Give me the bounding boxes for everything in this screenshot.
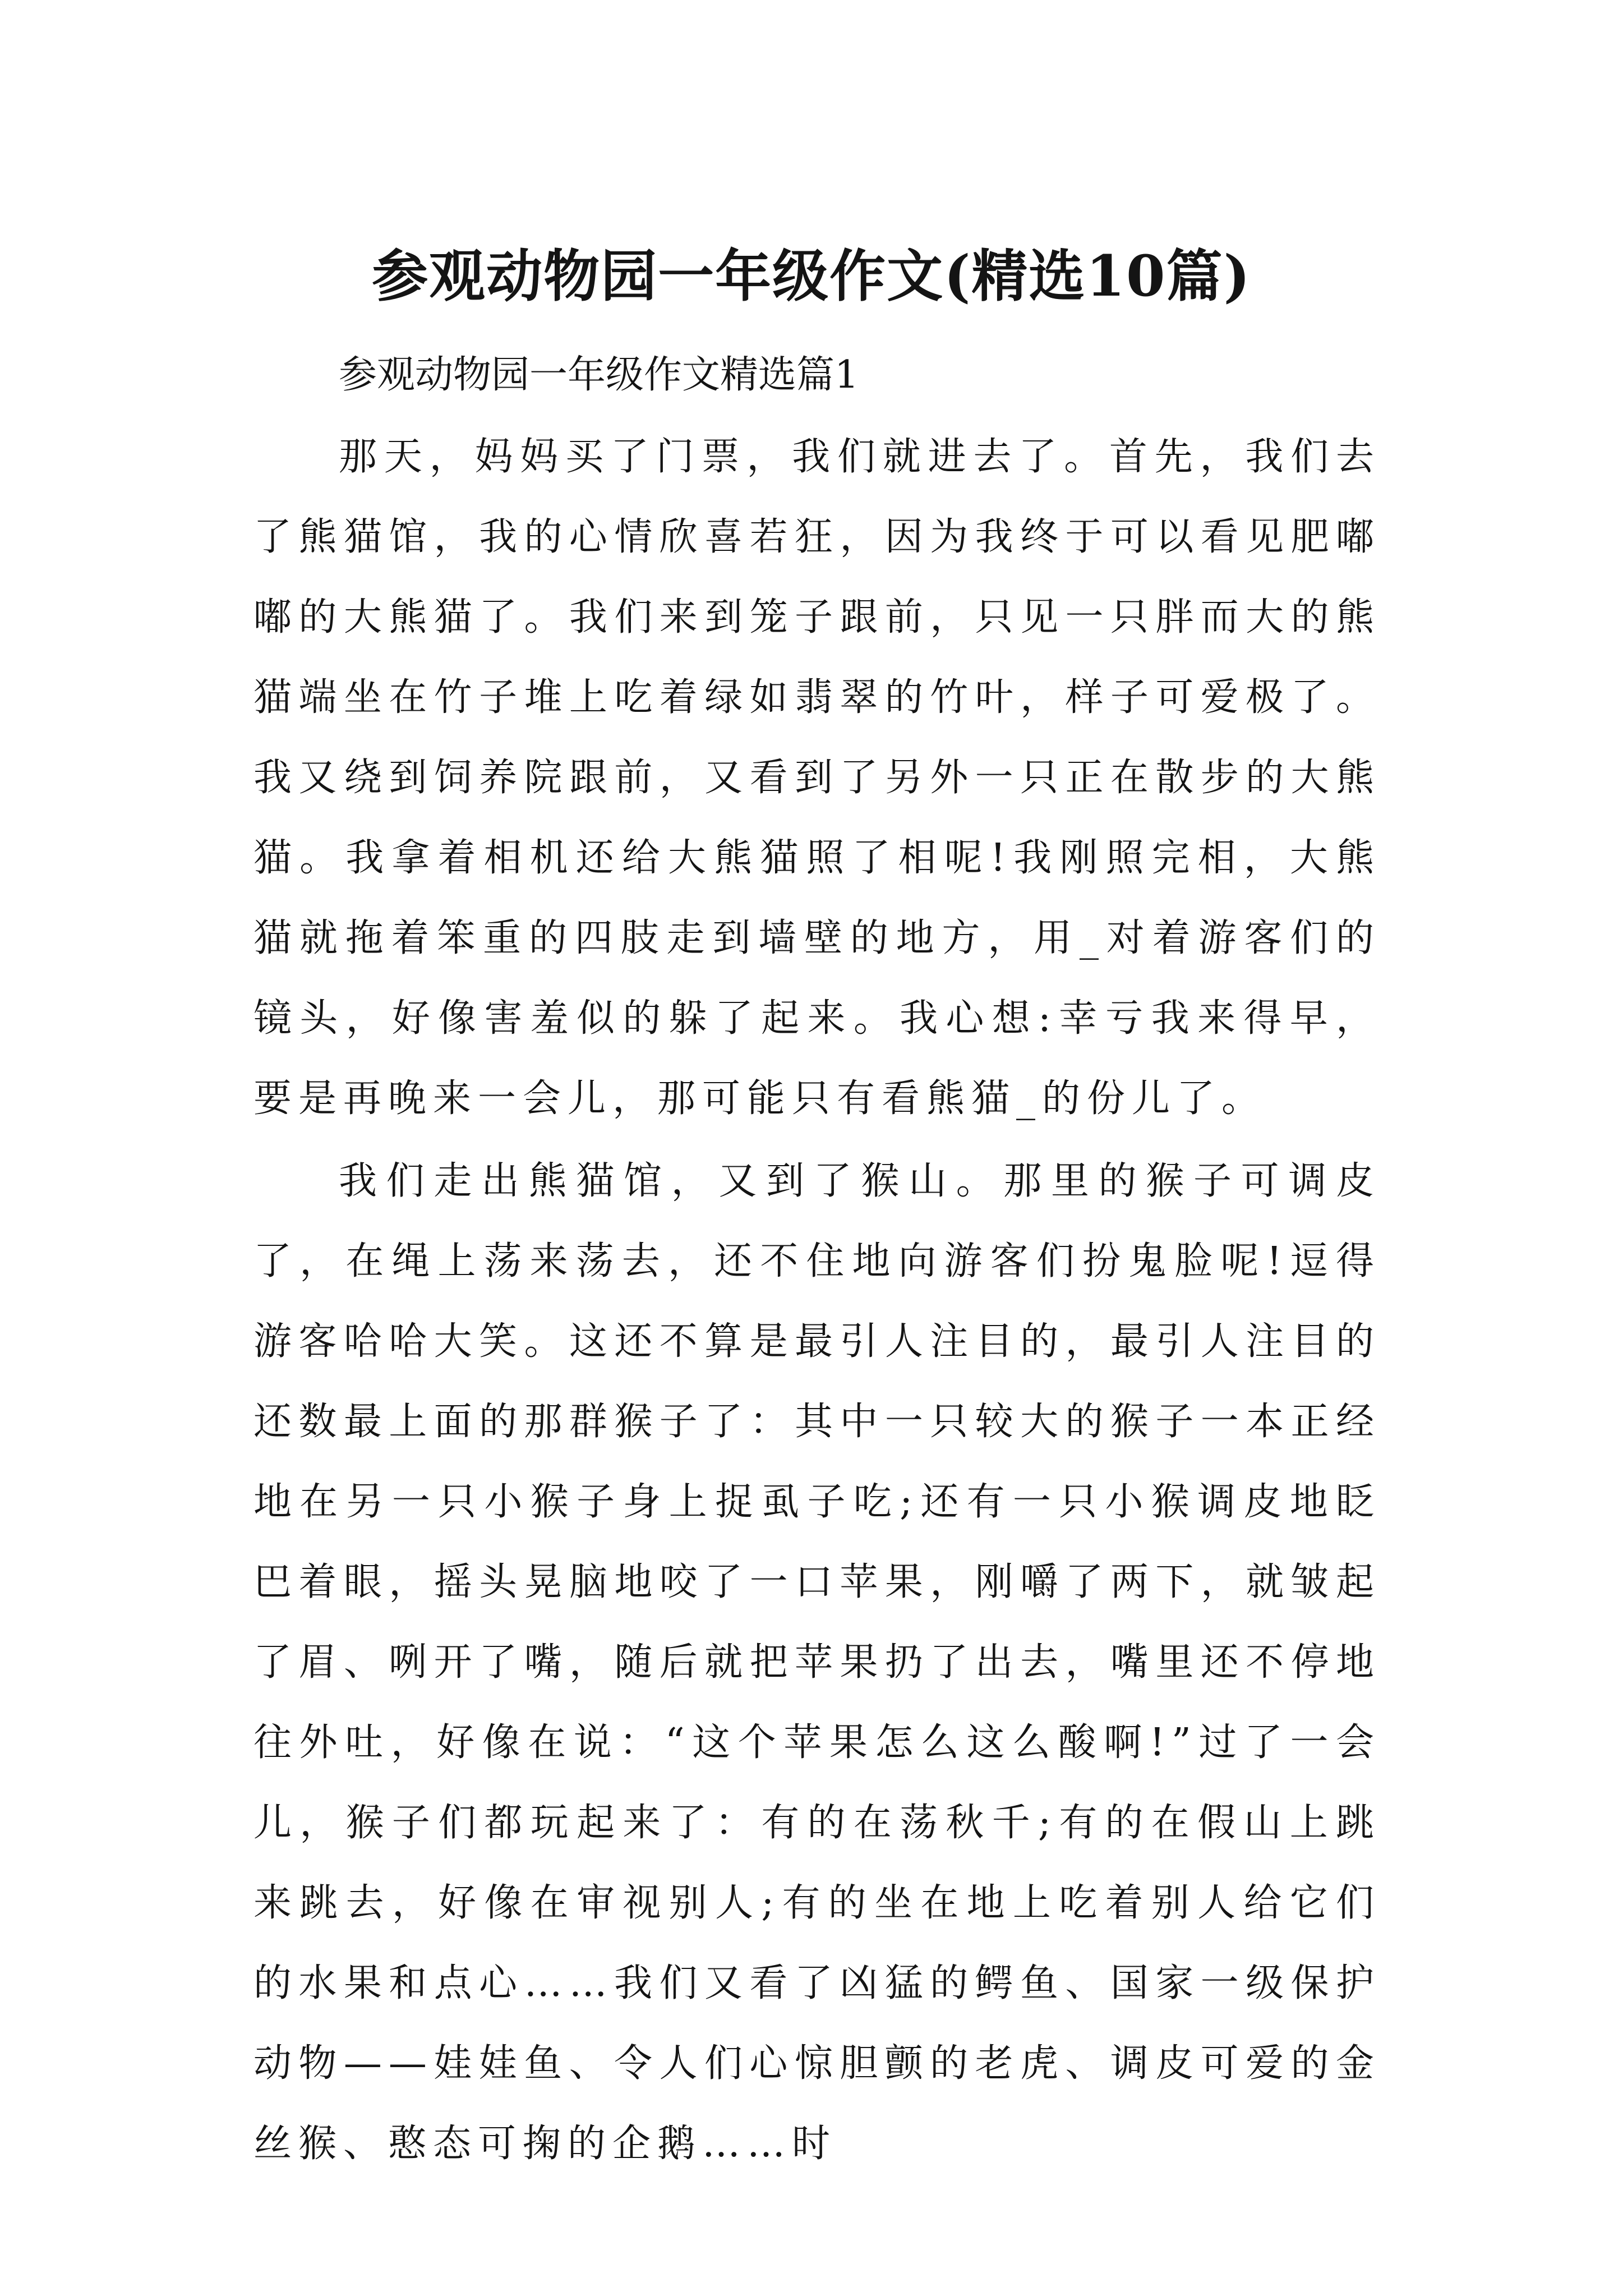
paragraph-1: 那天，妈妈买了门票，我们就进去了。首先，我们去了熊猫馆，我的心情欣喜若狂，因为我终于可以看见肥嘟嘟的大熊猫了。我们来到笼子跟前，只见一只胖而大的熊猫端坐在竹子堆上吃着绿如翡翠的竹叶，样子可爱极了。我又绕到饲养院跟前，又看到了另外一只正在散步的大熊猫。我拿着相机还给大熊猫照了相呢!我刚照完相，大熊猫就拖着笨重的四肢走到墙壁的地方，用_对着游客们的镜头，好像害羞似的躲了起来。我心想:幸亏我来得早，要是再晚来一会儿，那可能只有看熊猫_的份儿了。: [253, 435, 1381, 1121]
section-heading: 参观动物园一年级作文精选篇1: [339, 353, 859, 397]
document-title: 参观动物园一年级作文(精选10篇): [372, 243, 1251, 309]
paragraph-2: 我们走出熊猫馆，又到了猴山。那里的猴子可调皮了，在绳上荡来荡去，还不住地向游客们扮鬼脸呢!逗得游客哈哈大笑。这还不算是最引人注目的，最引人注目的还数最上面的那群猴子了：其中一只较大的猴子一本正经地在另一只小猴子身上捉虱子吃;还有一只小猴调皮地眨巴着眼，摇头晃脑地咬了一口苹果，刚嚼了两下，就皱起了眉、咧开了嘴，随后就把苹果扔了出去，嘴里还不停地往外吐，好像在说：“这个苹果怎么这么酸啊!”过了一会儿，猴子们都玩起来了：有的在荡秋千;有的在假山上跳来跳去，好像在审视别人;有的坐在地上吃着别人给它们的水果和点心……我们又看了凶猛的鳄鱼、国家一级保护动物——娃娃鱼、令人们心惊胆颤的老虎、调皮可爱的金丝猴、憨态可掬的企鹅……时: [253, 1159, 1381, 2166]
document-body: [253, 334, 1381, 2184]
